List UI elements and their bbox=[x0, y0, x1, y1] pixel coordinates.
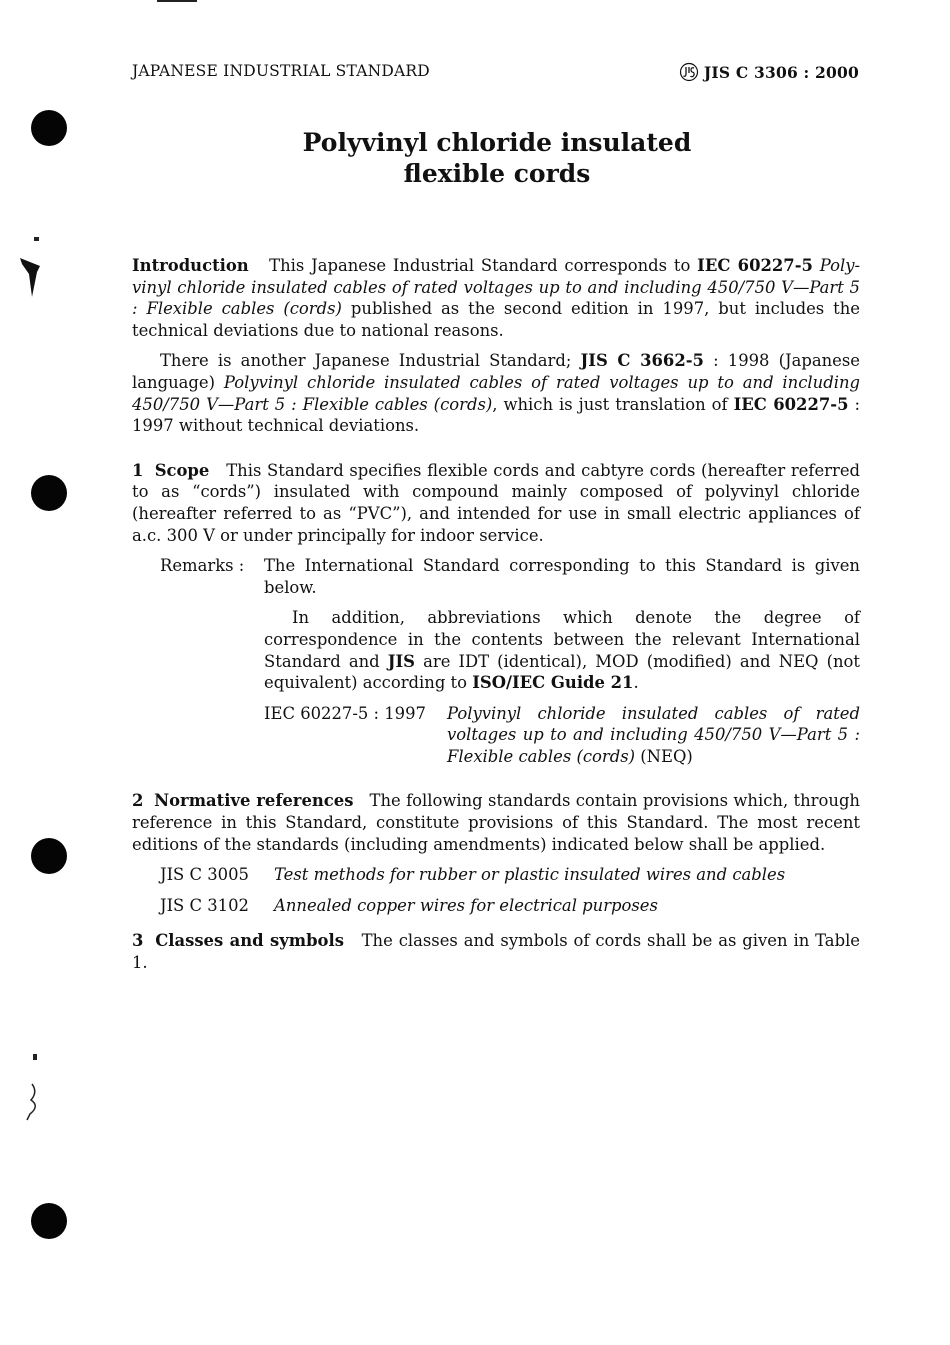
jis-title: Polyvinyl chloride insulated cables of rated voltages up to and including 450/750 V—Part 5 : Flexible cables (cords) bbox=[132, 372, 860, 414]
introduction-paragraph-2 bbox=[132, 350, 860, 436]
normative-reference-list bbox=[132, 864, 860, 916]
paragraph-text: : 1998 (Japanese language) bbox=[132, 351, 860, 392]
remarks-text: are IDT (identical), MOD (modified) and NEQ (not equivalent) according to bbox=[264, 651, 860, 693]
classes-section bbox=[132, 930, 860, 973]
remarks-paragraph bbox=[264, 607, 860, 693]
remarks-block bbox=[132, 555, 860, 767]
reference-title bbox=[447, 703, 860, 768]
section-text: The following standards contain provisions which, through reference in this Standard, constitute provisions of this Standard. The most recent editions of the standards (including amendments) indicated below shall be applied. bbox=[132, 791, 860, 854]
standard-title: Annealed copper wires for electrical purposes bbox=[274, 895, 658, 915]
scan-speck bbox=[157, 0, 197, 2]
introduction-paragraph bbox=[132, 255, 860, 341]
binder-hole bbox=[31, 838, 67, 874]
iec-reference: IEC 60227-5 bbox=[733, 394, 849, 414]
section-heading: Normative references bbox=[154, 791, 354, 811]
paragraph-text: There is another Japanese Industrial Standard; bbox=[160, 351, 581, 371]
section-number: 1 bbox=[132, 460, 144, 480]
header-standard-number bbox=[679, 62, 859, 82]
scan-mark-icon bbox=[10, 1080, 50, 1130]
paragraph-text: , which is just translation of bbox=[492, 394, 734, 414]
remarks-label: Remarks : bbox=[160, 556, 245, 576]
list-item bbox=[132, 864, 860, 886]
remarks-body bbox=[264, 555, 860, 767]
title-line-2: flexible cords bbox=[403, 159, 591, 188]
section-number: 3 bbox=[132, 931, 144, 951]
iso-guide-reference: ISO/IEC Guide 21 bbox=[472, 673, 634, 693]
list-item bbox=[132, 895, 860, 917]
remarks-paragraph: The International Standard corresponding to this Standard is given below. bbox=[264, 556, 860, 597]
jis-reference: JIS C 3662-5 bbox=[580, 351, 704, 371]
introduction-text: published as the second edition in 1997, but includes the technical deviations due to national reasons. bbox=[132, 299, 860, 340]
binder-hole bbox=[31, 1203, 67, 1239]
reference-title-text: Polyvinyl chloride insulated cables of rated voltages up to and including 450/750 V—Part 5 : Flexible cables (cords) bbox=[447, 703, 860, 766]
scan-speck bbox=[34, 237, 39, 241]
normative-references-section bbox=[132, 790, 860, 855]
international-standard-reference bbox=[264, 703, 860, 768]
page-header bbox=[132, 62, 859, 86]
standard-title: Test methods for rubber or plastic insulated wires and cables bbox=[274, 865, 786, 885]
section-text: This Standard specifies flexible cords and cabtyre cords (hereafter referred to as “cords”) insulated with compound mainly composed of polyvinyl chloride (hereafter referred to as “PVC”), and intended for use in small electric appliances of a.c. 300 V or under principally for indoor service. bbox=[132, 460, 861, 545]
iec-title: Poly-vinyl chloride insulated cables of rated voltages up to and including 450/750 V—Part 5 : Flexible cables (cords) bbox=[132, 256, 860, 319]
paragraph-text: : 1997 without technical deviations. bbox=[132, 394, 860, 436]
introduction-text: This Japanese Industrial Standard corresponds to bbox=[269, 256, 698, 275]
binder-hole bbox=[31, 475, 67, 511]
standard-code: JIS C 3005 bbox=[160, 865, 249, 885]
remarks-text: In addition, abbreviations which denote the degree of correspondence in the contents between the relevant International Standard and bbox=[264, 608, 860, 671]
section-number: 2 bbox=[132, 791, 144, 811]
header-standard-label: JAPANESE INDUSTRIAL STANDARD bbox=[132, 62, 430, 80]
scan-speck bbox=[33, 1054, 37, 1060]
introduction-heading: Introduction bbox=[132, 256, 249, 275]
title-line-1: Polyvinyl chloride insulated bbox=[302, 128, 692, 157]
section-heading: Scope bbox=[154, 460, 210, 480]
iec-reference: IEC 60227-5 bbox=[697, 256, 813, 275]
standard-code: JIS C 3102 bbox=[160, 895, 249, 915]
jis-mark-icon bbox=[679, 62, 699, 82]
reference-code: IEC 60227-5 : 1997 bbox=[264, 703, 426, 723]
header-jis-number: JIS C 3306 : 2000 bbox=[703, 63, 859, 82]
correspondence-degree: (NEQ) bbox=[635, 746, 693, 766]
remarks-text: . bbox=[633, 673, 639, 693]
section-text: The classes and symbols of cords shall be as given in Table 1. bbox=[132, 931, 861, 973]
scan-mark-icon bbox=[10, 252, 50, 302]
binder-hole bbox=[31, 110, 67, 146]
scope-section bbox=[132, 460, 860, 546]
jis-label: JIS bbox=[387, 651, 416, 671]
section-heading: Classes and symbols bbox=[155, 931, 344, 951]
page-title bbox=[132, 127, 862, 189]
document-body bbox=[132, 255, 860, 974]
